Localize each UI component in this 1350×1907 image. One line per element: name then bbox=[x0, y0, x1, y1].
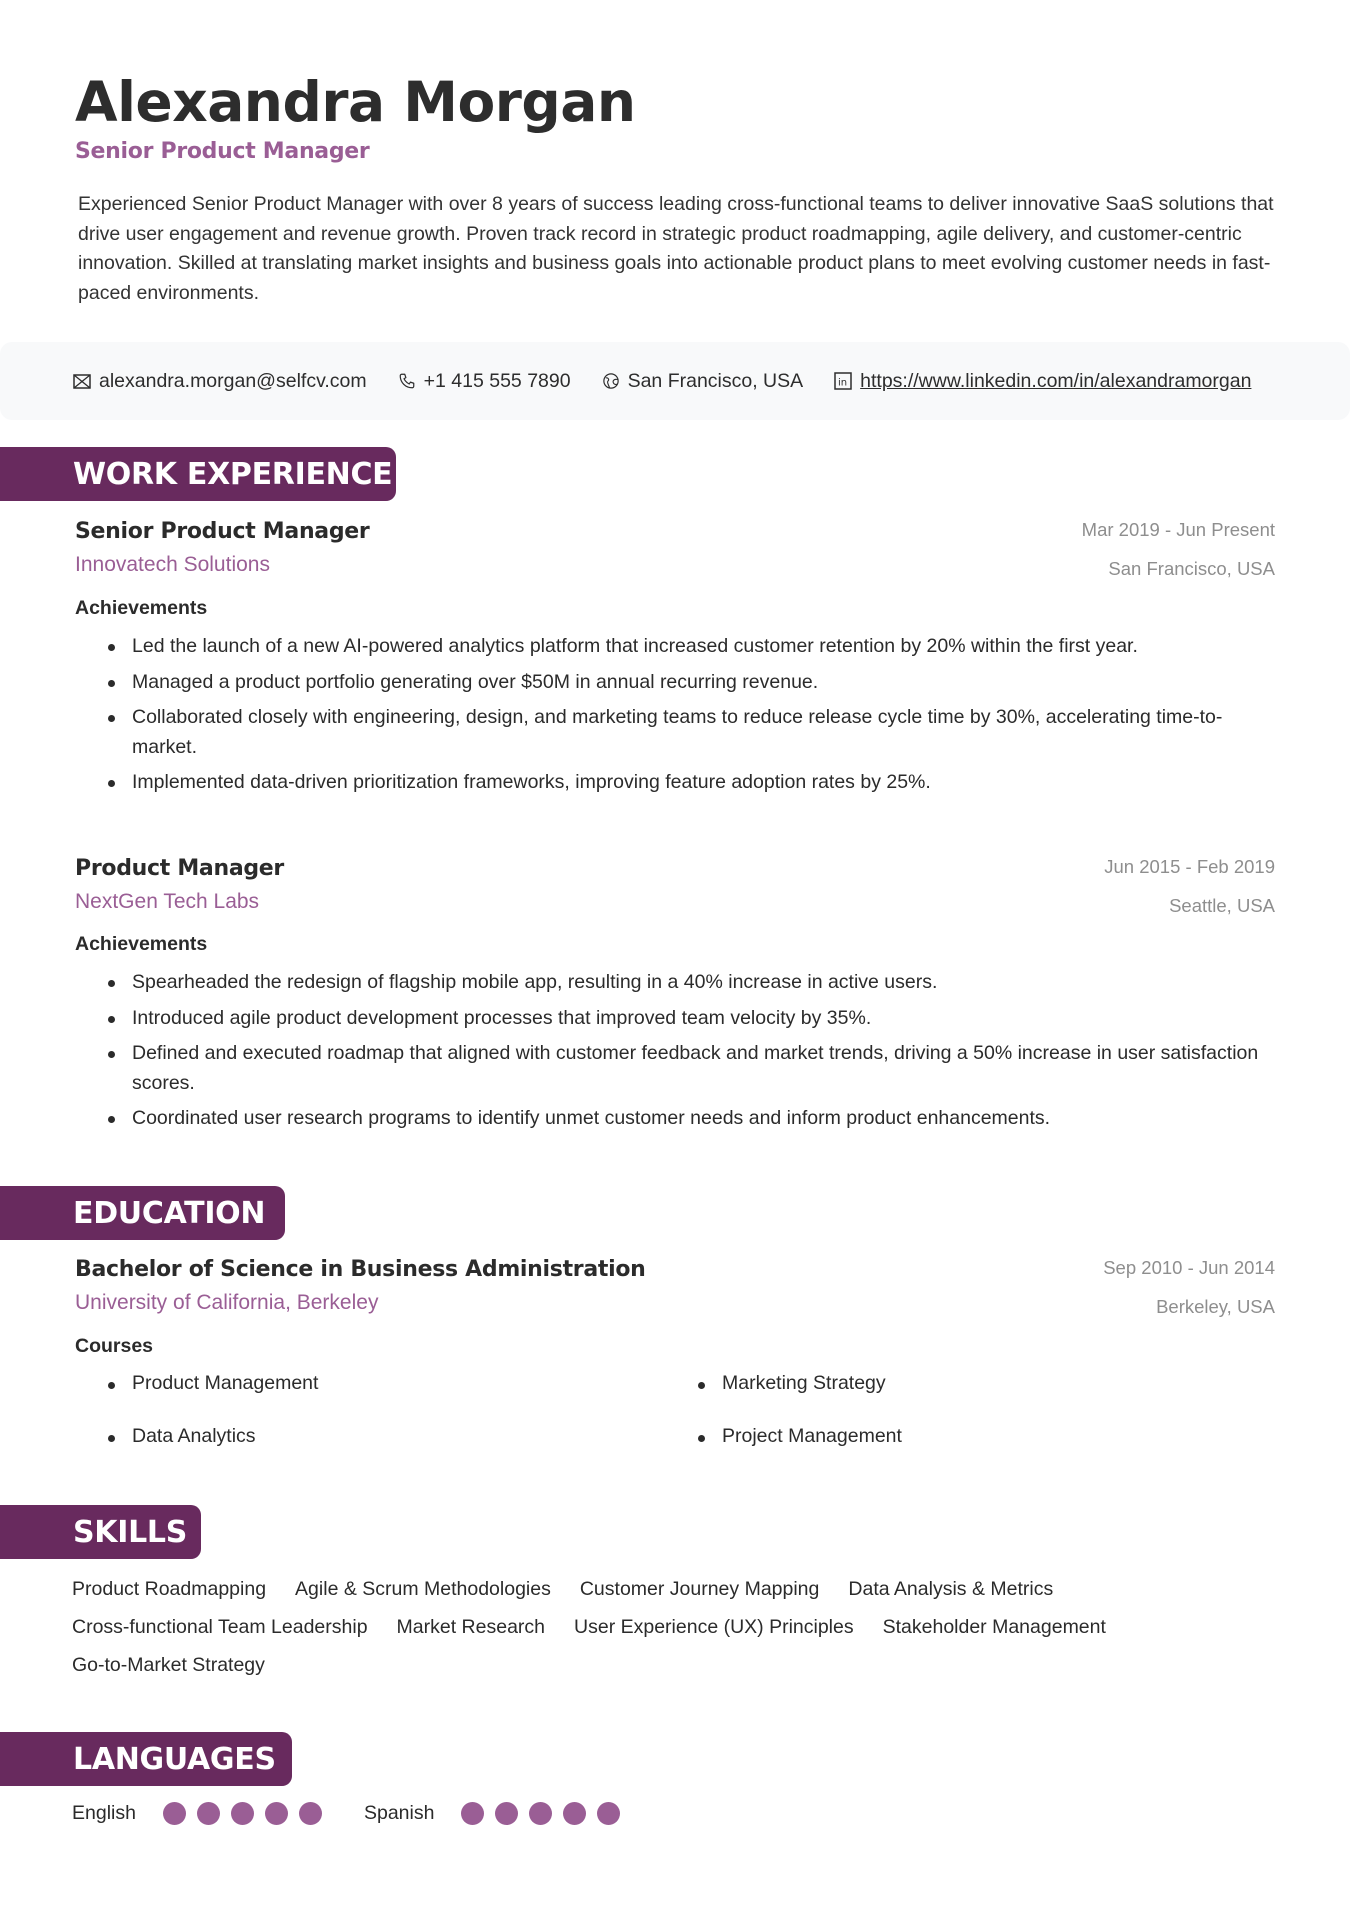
level-dot bbox=[197, 1802, 220, 1825]
skill-item: Agile & Scrum Methodologies bbox=[295, 1578, 551, 1600]
job-location: San Francisco, USA bbox=[1108, 558, 1275, 579]
list-item: Implemented data-driven prioritization frameworks, improving feature adoption rates by 25%. bbox=[108, 768, 1278, 798]
course-item: Marketing Strategy bbox=[698, 1372, 886, 1395]
level-dot bbox=[597, 1802, 620, 1825]
candidate-title: Senior Product Manager bbox=[75, 139, 370, 164]
skill-item: Go-to-Market Strategy bbox=[72, 1654, 265, 1676]
courses-label: Courses bbox=[75, 1335, 154, 1357]
achievements-list bbox=[108, 968, 1278, 1140]
list-item: Spearheaded the redesign of flagship mobile app, resulting in a 40% increase in active users. bbox=[108, 968, 1278, 998]
skill-item: Cross-functional Team Leadership bbox=[72, 1616, 368, 1638]
level-dot bbox=[299, 1802, 322, 1825]
job-dates: Jun 2015 - Feb 2019 bbox=[1104, 856, 1275, 877]
job-dates: Mar 2019 - Jun Present bbox=[1081, 519, 1275, 540]
job-location: Seattle, USA bbox=[1169, 895, 1275, 916]
job-title: Senior Product Manager bbox=[75, 519, 370, 544]
education-dates: Sep 2010 - Jun 2014 bbox=[1103, 1257, 1275, 1278]
contact-phone[interactable] bbox=[398, 370, 571, 393]
mail-icon bbox=[73, 374, 91, 389]
level-dot bbox=[265, 1802, 288, 1825]
job-company: NextGen Tech Labs bbox=[75, 890, 260, 913]
skill-item: Market Research bbox=[396, 1616, 546, 1638]
section-header-education: EDUCATION bbox=[0, 1186, 285, 1240]
contact-bar bbox=[0, 342, 1350, 420]
job-title: Product Manager bbox=[75, 856, 284, 881]
candidate-name: Alexandra Morgan bbox=[75, 70, 636, 134]
skill-item: Customer Journey Mapping bbox=[579, 1578, 820, 1600]
list-item: Collaborated closely with engineering, design, and marketing teams to reduce release cycle time by 30%, accelerating time-to-market. bbox=[108, 703, 1278, 762]
course-item: Product Management bbox=[108, 1372, 318, 1395]
list-item: Introduced agile product development processes that improved team velocity by 35%. bbox=[108, 1004, 1278, 1034]
skills-list bbox=[72, 1576, 1292, 1678]
course-item: Data Analytics bbox=[108, 1425, 256, 1448]
language-level-dots bbox=[163, 1802, 322, 1825]
svg-text:in: in bbox=[838, 377, 848, 389]
linkedin-link[interactable]: https://www.linkedin.com/in/alexandramorgan bbox=[860, 369, 1252, 392]
list-item: Led the launch of a new AI-powered analytics platform that increased customer retention by 20% within the first year. bbox=[108, 632, 1278, 662]
skill-item: Product Roadmapping bbox=[72, 1578, 267, 1600]
summary: Experienced Senior Product Manager with over 8 years of success leading cross-functional teams to deliver innovative SaaS solutions that drive user engagement and revenue growth. Proven track record in strategic product roadmapping, agile delivery, and customer-centric innovation. Skilled at translating market insights and business goals into actionable product plans to meet evolving customer needs in fast-paced environments. bbox=[78, 193, 1274, 304]
email-text: alexandra.morgan@selfcv.com bbox=[99, 369, 367, 392]
job-company: Innovatech Solutions bbox=[75, 553, 270, 576]
achievements-label: Achievements bbox=[75, 597, 208, 619]
location-text: San Francisco, USA bbox=[627, 369, 804, 392]
degree-title: Bachelor of Science in Business Administration bbox=[75, 1257, 646, 1282]
level-dot bbox=[529, 1802, 552, 1825]
skill-item: Stakeholder Management bbox=[882, 1616, 1106, 1638]
phone-icon bbox=[398, 372, 416, 390]
skill-item: Data Analysis & Metrics bbox=[848, 1578, 1054, 1600]
achievements-label: Achievements bbox=[75, 933, 208, 955]
language-name: English bbox=[72, 1802, 136, 1824]
section-header-languages: LANGUAGES bbox=[0, 1732, 292, 1786]
list-item: Coordinated user research programs to identify unmet customer needs and inform product enhancements. bbox=[108, 1104, 1278, 1134]
achievements-list bbox=[108, 632, 1278, 804]
level-dot bbox=[163, 1802, 186, 1825]
level-dot bbox=[231, 1802, 254, 1825]
level-dot bbox=[563, 1802, 586, 1825]
contact-location bbox=[602, 370, 804, 393]
level-dot bbox=[495, 1802, 518, 1825]
school-name: University of California, Berkeley bbox=[75, 1291, 379, 1314]
section-header-skills: SKILLS bbox=[0, 1505, 201, 1559]
list-item: Defined and executed roadmap that aligned with customer feedback and market trends, driving a 50% increase in user satisfaction scores. bbox=[108, 1039, 1278, 1098]
section-header-work: WORK EXPERIENCE bbox=[0, 447, 396, 501]
contact-linkedin[interactable] bbox=[834, 370, 1251, 393]
language-name: Spanish bbox=[363, 1802, 435, 1824]
level-dot bbox=[461, 1802, 484, 1825]
language-level-dots bbox=[461, 1802, 620, 1825]
course-item: Project Management bbox=[698, 1425, 902, 1448]
skill-item: User Experience (UX) Principles bbox=[574, 1616, 854, 1638]
education-location: Berkeley, USA bbox=[1156, 1296, 1275, 1317]
globe-icon bbox=[602, 372, 620, 390]
linkedin-icon bbox=[834, 372, 852, 390]
phone-text: +1 415 555 7890 bbox=[423, 369, 571, 392]
contact-email[interactable] bbox=[73, 370, 367, 393]
languages-list bbox=[72, 1802, 662, 1825]
list-item: Managed a product portfolio generating over $50M in annual recurring revenue. bbox=[108, 668, 1278, 698]
